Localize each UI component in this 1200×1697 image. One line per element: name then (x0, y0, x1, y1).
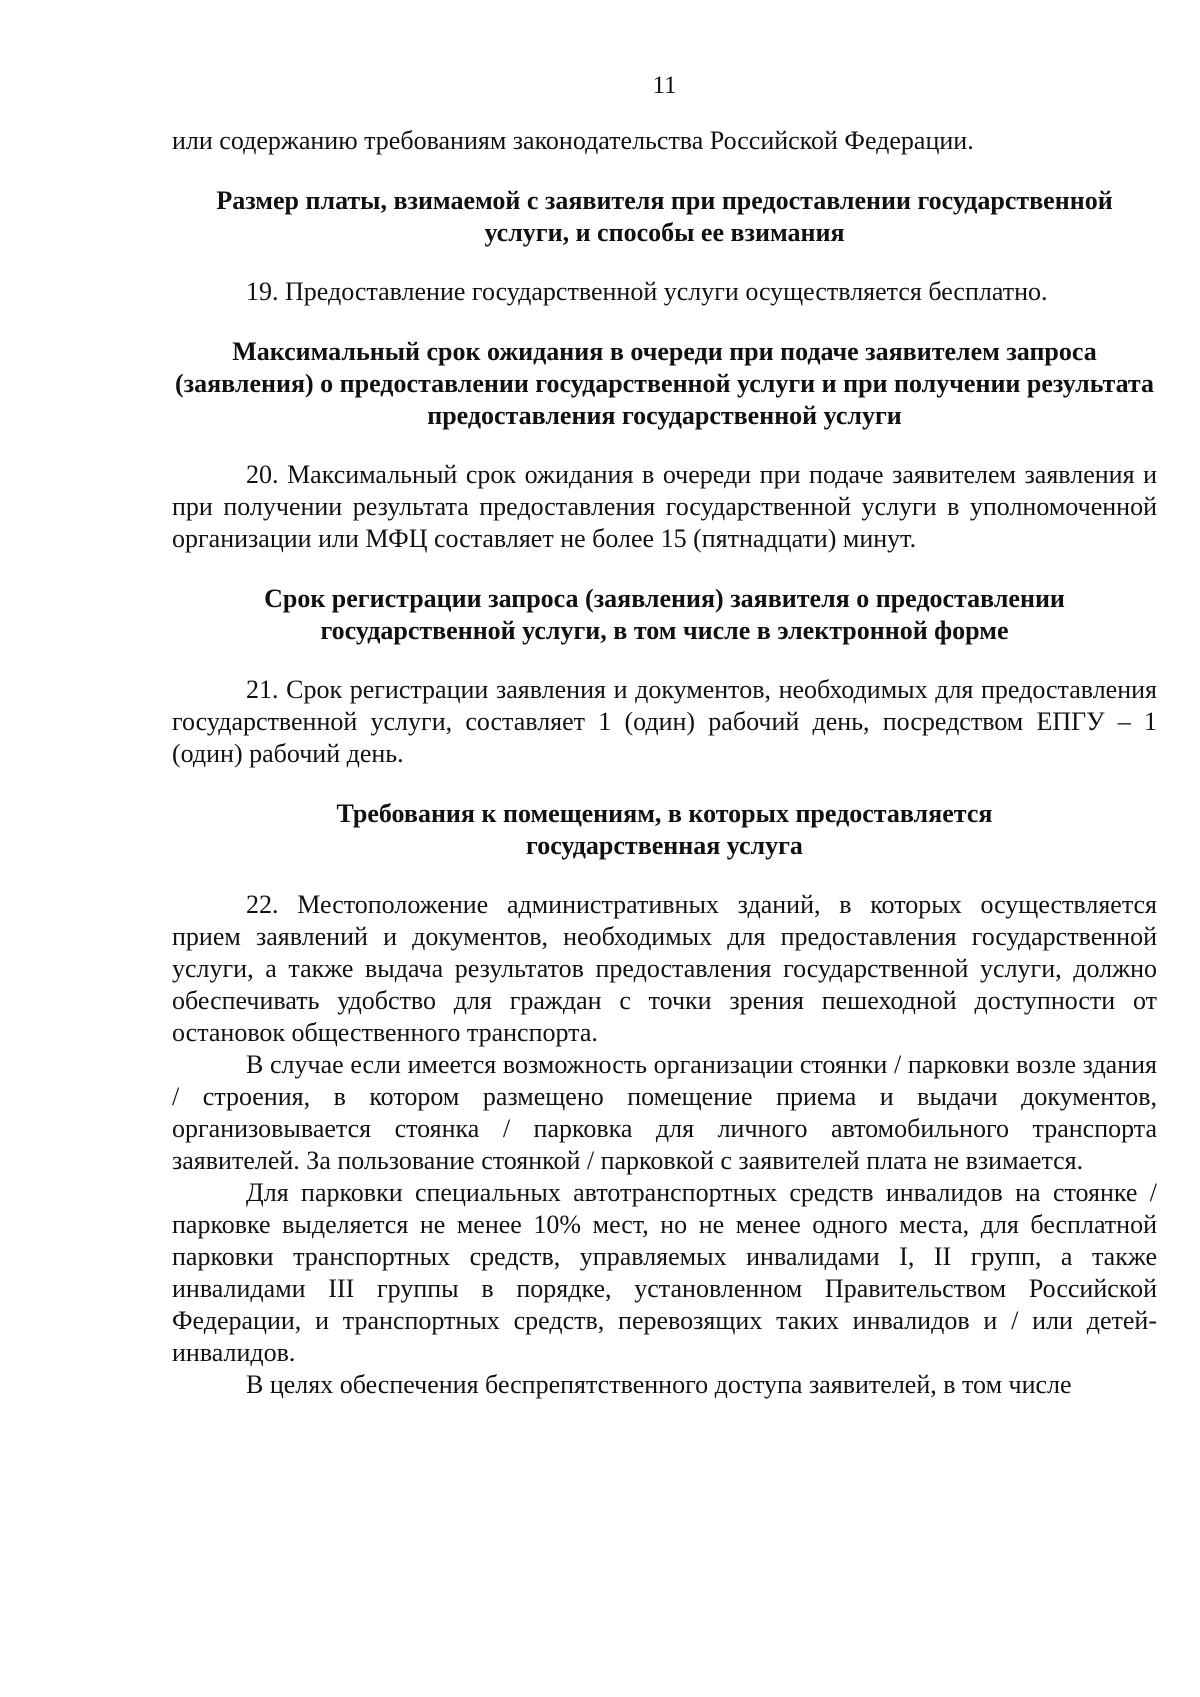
paragraph-access: В целях обеспечения беспрепятственного доступа заявителей, в том числе (246, 1370, 1072, 1399)
heading-registration: Срок регистрации запроса (заявления) заявителя о предоставлении государственной услуги, в том числе в электронной форме (264, 584, 1065, 645)
paragraph-21: 21. Срок регистрации заявления и документов, необходимых для предоставления государственной услуги, составляет 1 (один) рабочий день, посредством ЕПГУ – 1 (один) рабочий день. (172, 675, 1157, 768)
heading-wait-time: Максимальный срок ожидания в очереди при подаче заявителем запроса (заявления) о предоставлении государственной услуги и при получении результата предоставления государственной услуги (174, 337, 1155, 430)
heading-fee: Размер платы, взимаемой с заявителя при предоставлении государственной услуги, и способы ее взимания (216, 186, 1113, 247)
paragraph-22: 22. Местоположение административных зданий, в которых осуществляется прием заявлений и документов, необходимых для предоставления государственной услуги, а также выдача результатов предоставления государственной услуги, должно обеспечивать удобство для граждан с точки зрения пешеходной доступности от остановок общественного транспорта. (172, 890, 1157, 1047)
heading-premises: Требования к помещениям, в которых предоставляется государственная услуга (336, 799, 993, 860)
continued-paragraph: или содержанию требованиям законодательства Российской Федерации. (172, 126, 974, 155)
paragraph-19: 19. Предоставление государственной услуги осуществляется бесплатно. (246, 277, 1048, 306)
document-body (172, 125, 1157, 1401)
page-number: 11 (652, 72, 677, 99)
paragraph-parking: В случае если имеется возможность организации стоянки / парковки возле здания / строения, в котором размещено помещение приема и выдачи документов, организовывается стоянка / парковка для личного автомобильного транспорта заявителей. За пользование стоянкой / парковкой с заявителей плата не взимается. (172, 1050, 1157, 1175)
paragraph-disabled-parking: Для парковки специальных автотранспортных средств инвалидов на стоянке / парковке выделяется не менее 10% мест, но не менее одного места, для бесплатной парковки транспортных средств, управляемых инвалидами I, II групп, а также инвалидами III группы в порядке, установленном Правительством Российской Федерации, и транспортных средств, перевозящих таких инвалидов и / или детей-инвалидов. (172, 1178, 1157, 1367)
paragraph-20: 20. Максимальный срок ожидания в очереди при подаче заявителем заявления и при получении результата предоставления государственной услуги в уполномоченной организации или МФЦ составляет не более 15 (пятнадцати) минут. (172, 460, 1157, 553)
